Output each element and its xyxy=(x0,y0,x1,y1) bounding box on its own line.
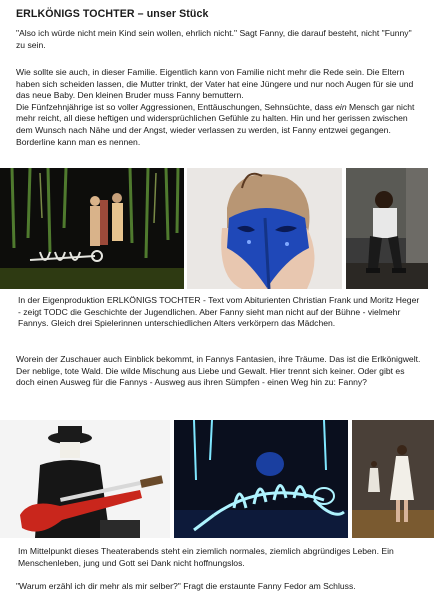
intro-quote-paragraph: "Also ich würde nicht mein Kind sein wollen, ehrlich nicht." Sagt Fanny, die darauf besteht, nicht "Funny" zu sein. xyxy=(16,28,412,50)
erlkoenig-world-paragraph: Worein der Zuschauer auch Einblick bekommt, in Fannys Fantasien, ihre Träume. Das ist die Erlkönigwelt. Der neblige, tote Wald. Die wilde Mischung aus Liebe und Gewalt. Hier trennt sich keiner. Oder gibt es doch einen Ausweg für die Fannys - Ausweg aus ihren Sümpfen - einen Weg hin zu: Fanny? xyxy=(16,354,421,388)
glowing-skeleton-photo xyxy=(174,420,348,538)
family-paragraph xyxy=(16,67,422,148)
feelings-text-after: Mensch gar nicht mehr reicht, all diese heftigen und widersprüchlichen Gefühle zu halten. Hin und her gerissen zwischen dem Wunsch nach Nähe und der Angst, wieder verlassen zu werden, ist Fanny entzwei gegangen. Borderline kann man es nennen. xyxy=(16,101,415,147)
guitarist-photo xyxy=(0,420,170,538)
feelings-text-before: Die Fünfzehnjährige ist so voller Aggressionen, Enttäuschungen, Sehnsüchte, dass xyxy=(16,101,336,112)
white-dress-photo xyxy=(352,420,434,538)
closing-quote-paragraph: "Warum erzähl ich dir mehr als mir selber?" Fragt die erstaunte Fanny Fedor am Schluss. xyxy=(16,581,356,591)
production-paragraph: In der Eigenproduktion ERLKÖNIGS TOCHTER - Text vom Abiturienten Christian Frank und Moritz Heger - zeigt TODC die Geschichte der Jugendlichen. Aber Fanny sieht man nicht auf der Bühne - vielmehr Fannys. Gleich drei Spielerinnen unterschiedlichen Alters verkörpern das Mädchen. xyxy=(18,295,420,329)
stage-forest-photo xyxy=(0,168,184,289)
blue-mask-photo xyxy=(187,168,342,289)
page-title: ERLKÖNIGS TOCHTER – unser Stück xyxy=(16,8,209,20)
sitting-girl-photo xyxy=(346,168,428,289)
conclusion-paragraph: Im Mittelpunkt dieses Theaterabends steht ein ziemlich normales, ziemlich abgründiges Leben. Ein Menschenleben, jung und Gott sei Dank nicht hoffnungslos. xyxy=(18,546,394,568)
family-paragraph-text: Wie sollte sie auch, in dieser Familie. Eigentlich kann von Familie nicht mehr die Rede sein. Die Eltern haben sich scheiden lassen, die Mutter trinkt, der Vater hat eine Jüngere und nur noch Augen für sie und das neue Baby. Den kleinen Bruder muss Fanny bemuttern. xyxy=(16,67,414,101)
feelings-text-emphasis: ein xyxy=(335,101,347,112)
